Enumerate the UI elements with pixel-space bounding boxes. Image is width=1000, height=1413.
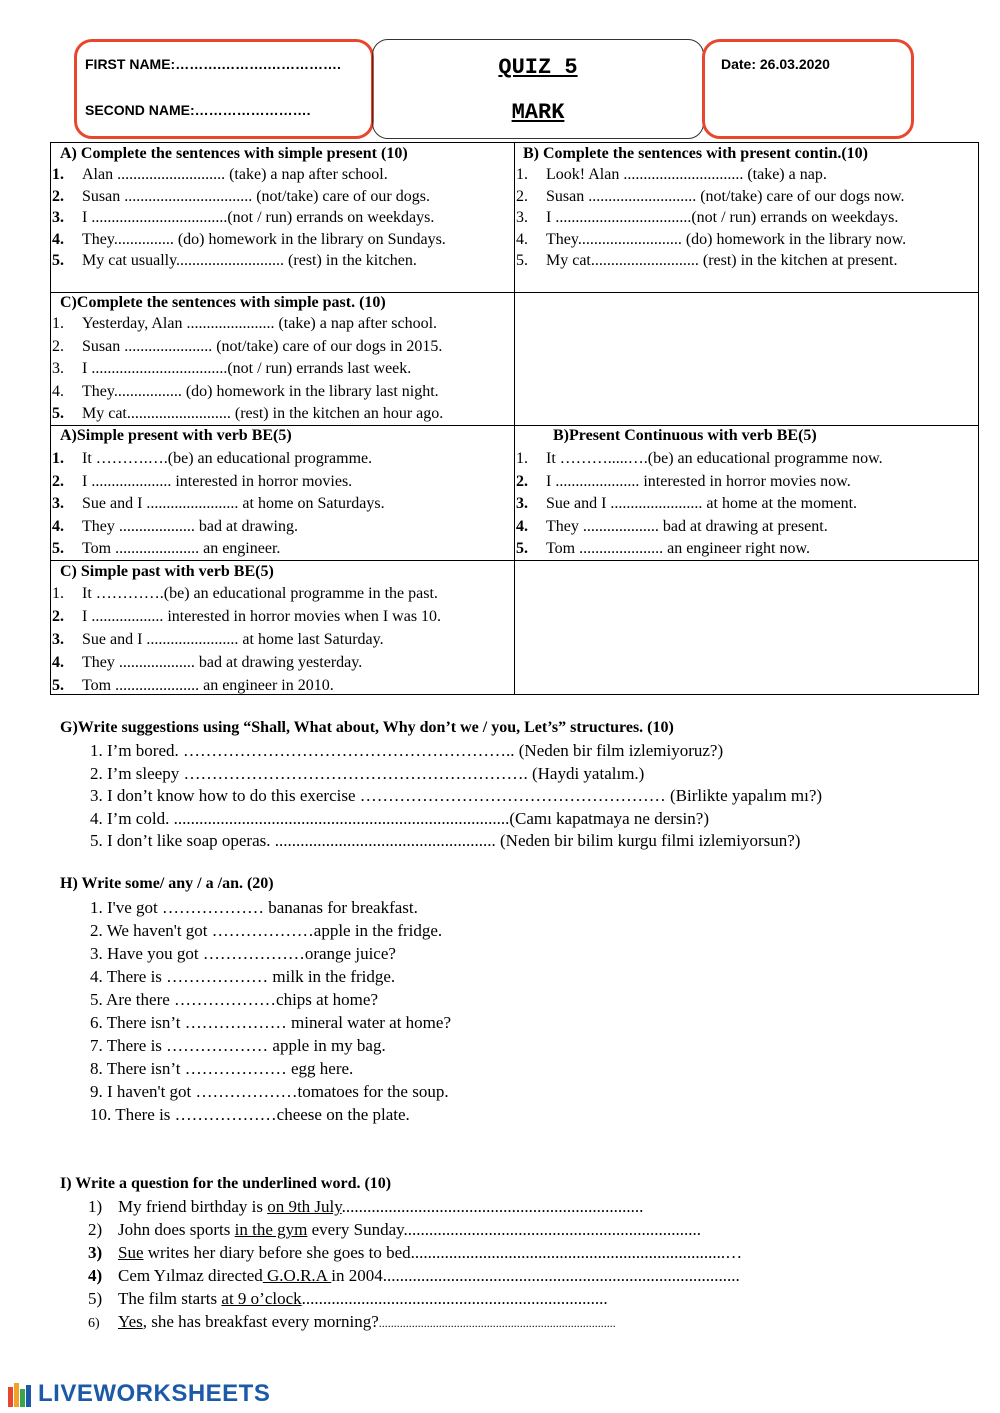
question-number: 2. — [52, 608, 64, 625]
section-a-title: A) Complete the sentences with simple present (10) — [60, 145, 408, 162]
underlined-word: G.O.R.A — [262, 1266, 332, 1285]
question-text: Susan ........................... (not/take) care of our dogs now. — [546, 187, 905, 205]
question-item — [88, 1197, 643, 1217]
question-item — [52, 473, 352, 491]
question-text: John does sports — [118, 1220, 235, 1239]
question-item — [516, 473, 851, 491]
underlined-word: Sue — [118, 1243, 144, 1262]
question-text: Sue and I ....................... at home on Saturdays. — [82, 495, 385, 512]
question-text: I ..................... interested in horror movies now. — [546, 472, 851, 490]
question-text: They ................... bad at drawing. — [82, 517, 298, 535]
question-text: They............... (do) homework in the library on Sundays. — [82, 230, 446, 248]
question-number: 3. — [516, 209, 528, 226]
question-text: My cat........................... (rest) in the kitchen at present. — [546, 252, 898, 269]
question-text: every Sunday...................................................................... — [307, 1220, 702, 1239]
question-text: , she has breakfast every morning? — [142, 1312, 379, 1331]
liveworksheets-logo[interactable] — [8, 1379, 270, 1409]
question-text: It ……….....….(be) an educational programme now. — [546, 450, 883, 467]
question-text: I .................. interested in horror movies when I was 10. — [82, 608, 442, 625]
question-number: 2) — [88, 1220, 103, 1239]
question-number: 1) — [88, 1197, 103, 1216]
grid-divider-vertical — [514, 142, 515, 695]
question-item — [52, 631, 384, 649]
question-text: My friend birthday is — [118, 1197, 268, 1216]
question-number: 4. — [516, 517, 528, 535]
logo-text: LIVEWORKSHEETS — [38, 1380, 271, 1407]
question-number: 1. — [52, 166, 64, 183]
question-text: The film starts — [118, 1289, 222, 1308]
underlined-word: at 9 o’clock — [221, 1289, 302, 1308]
question-item: 7. There is ……………… apple in my bag. — [90, 1036, 386, 1055]
question-text: Yesterday, Alan ...................... (take) a nap after school. — [82, 315, 438, 332]
section-c-title: C)Complete the sentences with simple past. (10) — [60, 294, 386, 311]
question-item: 4. There is ……………… milk in the fridge. — [90, 967, 396, 986]
question-item — [52, 252, 417, 270]
underlined-word: on 9th July — [267, 1197, 342, 1216]
question-text: I .................... interested in horror movies. — [82, 472, 353, 490]
question-number: 2. — [52, 187, 64, 205]
question-number: 3. — [52, 495, 64, 512]
question-number: 5. — [516, 252, 528, 269]
question-item — [516, 188, 904, 206]
question-item — [88, 1289, 608, 1309]
question-number: 4. — [52, 654, 64, 671]
logo-mark-icon — [8, 1381, 36, 1407]
question-item: 10. There is ………………cheese on the plate. — [90, 1105, 410, 1124]
question-item — [516, 450, 883, 468]
quiz-title: QUIZ 5 — [498, 55, 578, 80]
question-item: 3. Have you got ………………orange juice? — [90, 944, 396, 963]
question-number: 5. — [52, 405, 64, 422]
question-item — [52, 677, 334, 695]
question-text: in 2004.................................................................................... — [331, 1266, 740, 1285]
question-item — [88, 1312, 616, 1332]
question-number: 4. — [52, 230, 64, 248]
question-number: 3. — [52, 209, 64, 226]
underlined-word: in the gym — [234, 1220, 308, 1239]
question-item — [52, 315, 437, 333]
grid-divider-1 — [50, 292, 979, 293]
question-item: 1. I’m bored. ………………………………………………….. (Neden bir film izlemiyoruz?) — [90, 741, 724, 760]
question-item — [52, 231, 446, 249]
question-item — [516, 518, 828, 536]
question-item — [88, 1243, 742, 1263]
question-number: 3. — [516, 495, 528, 512]
question-number: 2. — [52, 472, 64, 490]
question-item — [52, 585, 438, 603]
question-number: 3) — [88, 1243, 103, 1262]
question-number: 2. — [52, 337, 64, 355]
question-item — [52, 360, 411, 378]
question-number: 4. — [52, 382, 64, 400]
question-text: Sue and I ....................... at home last Saturday. — [82, 631, 384, 648]
question-item: 2. I’m sleepy ……………………………………………………. (Haydi yatalım.) — [90, 763, 645, 783]
section-g-title: G)Write suggestions using “Shall, What about, Why don’t we / you, Let’s” structures. (10) — [60, 719, 674, 736]
question-number: 2. — [516, 472, 528, 490]
question-text: It ………….(be) an educational programme in the past. — [82, 585, 438, 602]
question-item — [52, 654, 362, 672]
section-h-title: H) Write some/ any / a /an. (20) — [60, 875, 274, 892]
question-item — [516, 252, 897, 270]
date-box — [702, 39, 914, 139]
question-item — [52, 209, 434, 227]
question-item: 5. I don’t like soap operas. .................................................... (Neden bir bilim kurgu filmi izlemiyorsun?) — [90, 831, 801, 850]
question-item — [52, 495, 385, 513]
question-text: Sue and I ....................... at home at the moment. — [546, 495, 858, 512]
question-item: 6. There isn’t ……………… mineral water at home? — [90, 1013, 452, 1032]
question-item — [52, 405, 443, 423]
question-text: writes her diary before she goes to bed..........................................................................… — [143, 1243, 743, 1262]
question-number: 2. — [516, 187, 528, 205]
section-b-title: B) Complete the sentences with present contin.(10) — [523, 145, 868, 162]
question-item: 1. I've got ……………… bananas for breakfast. — [90, 898, 418, 917]
question-item: 2. We haven't got ………………apple in the fridge. — [90, 921, 443, 940]
question-number: 5. — [52, 252, 64, 269]
question-number: 1. — [52, 315, 64, 332]
question-number: 5) — [88, 1289, 103, 1308]
question-number: 1. — [516, 166, 528, 183]
question-number: 1. — [52, 450, 64, 467]
question-item — [88, 1266, 740, 1286]
question-item — [516, 540, 810, 558]
question-item — [52, 338, 442, 356]
grid-divider-2 — [50, 425, 979, 426]
question-item: 3. I don’t know how to do this exercise ……………………………………………… (Birlikte yapalım mı?) — [90, 786, 823, 805]
question-item — [52, 166, 388, 184]
question-text: I ..................................(not / run) errands on weekdays. — [546, 209, 899, 226]
question-number: 3. — [52, 360, 64, 377]
question-item: 8. There isn’t ……………… egg here. — [90, 1059, 354, 1078]
section-i-title: I) Write a question for the underlined word. (10) — [60, 1175, 392, 1192]
grid-divider-3 — [50, 560, 979, 561]
question-item — [516, 231, 906, 249]
question-text: My cat usually........................... (rest) in the kitchen. — [82, 252, 417, 269]
question-text: My cat.......................... (rest) in the kitchen an hour ago. — [82, 405, 444, 422]
mark-label: MARK — [511, 100, 565, 125]
question-item — [52, 188, 430, 206]
question-text: Tom ..................... an engineer. — [82, 540, 281, 557]
question-item: 4. I’m cold. ...............................................................................(Camı kapatmaya ne dersin?) — [90, 808, 709, 828]
question-text: Alan ........................... (take) a nap after school. — [82, 166, 388, 183]
question-text: I ..................................(not / run) errands on weekdays. — [82, 209, 435, 226]
question-item: 9. I haven't got ………………tomatoes for the soup. — [90, 1082, 449, 1101]
question-text: Cem Yılmaz directed — [118, 1266, 263, 1285]
question-number: 4. — [516, 230, 528, 248]
section-be-a-title: A)Simple present with verb BE(5) — [60, 427, 292, 444]
question-number: 4) — [88, 1266, 103, 1285]
question-item — [52, 518, 298, 536]
question-text: They ................... bad at drawing yesterday. — [82, 654, 363, 671]
question-item: 5. Are there ………………chips at home? — [90, 990, 378, 1009]
question-text: ....................................................................... — [341, 1197, 644, 1216]
date-label: Date: 26.03.2020 — [721, 56, 830, 72]
question-item — [52, 383, 439, 401]
question-text: Susan ................................ (not/take) care of our dogs. — [82, 187, 430, 205]
section-be-b-title: B)Present Continuous with verb BE(5) — [553, 427, 817, 444]
question-number: 3. — [52, 631, 64, 648]
question-text: They ................... bad at drawing at present. — [546, 517, 828, 535]
question-text: ........................................................................ — [301, 1289, 608, 1308]
question-text: Tom ..................... an engineer right now. — [546, 540, 811, 557]
question-item — [52, 450, 372, 468]
question-number: 4. — [52, 517, 64, 535]
question-number: 1. — [516, 450, 528, 467]
question-item — [516, 166, 827, 184]
question-item — [52, 540, 280, 558]
question-number: 6) — [88, 1316, 100, 1331]
quiz-mark-box — [372, 39, 704, 139]
question-item — [88, 1220, 701, 1240]
question-number: 1. — [52, 585, 64, 602]
name-box — [74, 39, 374, 139]
question-number: 5. — [52, 677, 64, 694]
question-item — [516, 495, 857, 513]
question-number: 5. — [516, 540, 528, 557]
question-item — [516, 209, 898, 227]
question-text: Tom ..................... an engineer in 2010. — [82, 677, 334, 694]
question-text: They.......................... (do) homework in the library now. — [546, 230, 907, 248]
section-be-c-title: C) Simple past with verb BE(5) — [60, 563, 274, 580]
second-name-label: SECOND NAME:……………………. — [85, 102, 311, 118]
question-text: It ……….….(be) an educational programme. — [82, 450, 373, 467]
question-text: Look! Alan .............................. (take) a nap. — [546, 166, 827, 183]
question-text: I ..................................(not / run) errands last week. — [82, 360, 412, 377]
question-number: 5. — [52, 540, 64, 557]
answer-dots: ............................................................................... — [378, 1316, 616, 1330]
underlined-word: Yes — [118, 1312, 143, 1331]
question-text: Susan ...................... (not/take) care of our dogs in 2015. — [82, 337, 443, 355]
first-name-label: FIRST NAME:……….……….……………. — [85, 56, 341, 72]
question-item — [52, 608, 441, 626]
question-text: They................. (do) homework in the library last night. — [82, 382, 439, 400]
